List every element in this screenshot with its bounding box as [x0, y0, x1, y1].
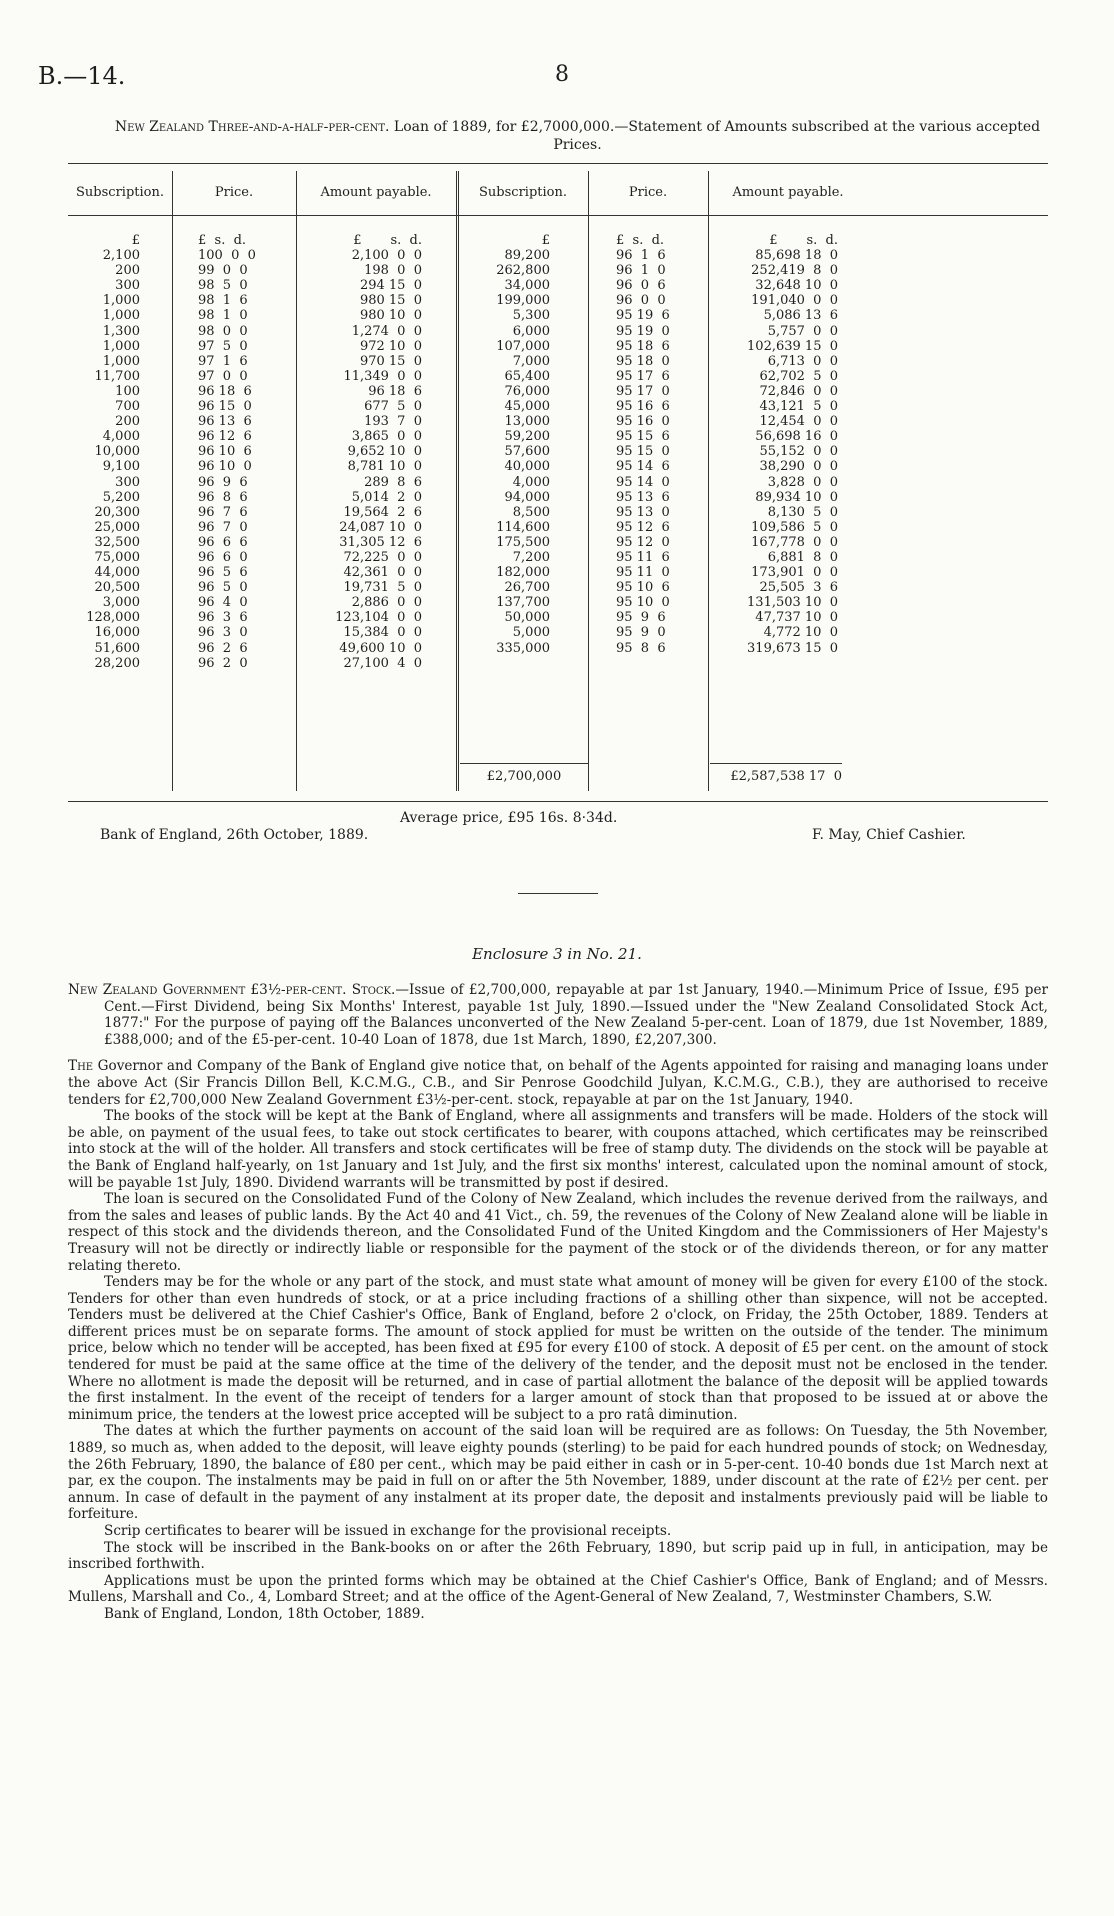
table-cell: 294 15 0	[359, 278, 422, 294]
table-cell: 26,700	[504, 580, 550, 596]
table-cell: 96 0 6	[616, 278, 666, 294]
table-cell: 319,673 15 0	[747, 640, 838, 656]
table-cell: 200	[115, 414, 140, 430]
table-cell: 16,000	[94, 625, 140, 641]
unit-label: £	[131, 233, 140, 248]
table-cell: 2,100	[102, 248, 140, 264]
table-cell: 3,865 0 0	[351, 429, 422, 445]
paragraph-8: Applications must be upon the printed forms which may be obtained at the Chief Cashier's Office, Bank of England; and of Messrs. Mullens, Marshall and Co., 4, Lombard Street; and at the office of the Agent-General of New Zealand, 7, Westminster Chambers, S.W.	[68, 1572, 1048, 1606]
table-cell: 89,934 10 0	[755, 489, 838, 505]
table-cell: 96 18 6	[198, 383, 252, 399]
table-cell: 38,290 0 0	[759, 459, 838, 475]
table-cell: 98 5 0	[198, 278, 248, 294]
table-cell: 97 5 0	[198, 338, 248, 354]
table-cell: 95 8 6	[616, 640, 666, 656]
col-price-left	[198, 233, 296, 671]
paragraph-4: Tenders may be for the whole or any part of the stock, and must state what amount of money will be given for every £100 of the stock. Tenders for other than even hundreds of stock, or at a price including fractions of a shilling other than sixpence, will not be accepted. Tenders must be delivered at the Chief Cashier's Office, Bank of England, before 2 o'clock, on Friday, the 25th October, 1889. Tenders at different prices must be on separate forms. The amount of stock applied for must be written on the outside of the tender. The minimum price, below which no tender will be accepted, has been fixed at £95 for every £100 of stock. A deposit of £5 per cent. on the amount of stock tendered for must be paid at the same office at the time of the delivery of the tender, and the deposit must not be enclosed in the tender. Where no allotment is made the deposit will be returned, and in case of partial allotment the balance of the deposit will be applied towards the first instalment. In the event of the receipt of tenders for a larger amount of stock than that proposed to be issued at or above the minimum price, the tenders at the lowest price accepted will be subject to a pro ratâ diminution.	[68, 1274, 1048, 1423]
table-cell: 173,901 0 0	[751, 565, 838, 581]
table-cell: 28,200	[94, 655, 140, 671]
table-cell: 123,104 0 0	[335, 610, 422, 626]
table-cell: 10,000	[94, 444, 140, 460]
table-cell: 137,700	[496, 595, 550, 611]
table-cell: 25,505 3 6	[759, 580, 838, 596]
col-price-right	[616, 233, 708, 656]
p1-lead: The	[68, 1058, 94, 1075]
table-cell: 5,200	[102, 489, 140, 505]
table-cell: 49,600 10 0	[339, 640, 422, 656]
table-cell: 128,000	[86, 610, 140, 626]
table-cell: 62,702 5 0	[759, 368, 838, 384]
table-cell: 98 0 0	[198, 323, 248, 339]
table-cell: 199,000	[496, 293, 550, 309]
table-cell: 95 13 6	[616, 489, 670, 505]
value-list	[708, 248, 838, 656]
table-cell: 97 1 6	[198, 353, 248, 369]
table-cell: 76,000	[504, 383, 550, 399]
total-subscription: £2,700,000	[460, 763, 588, 784]
table-cell: 95 15 0	[616, 444, 670, 460]
table-cell: 107,000	[496, 338, 550, 354]
table-cell: 96 9 6	[198, 474, 248, 490]
table-cell: 96 18 6	[368, 383, 422, 399]
table-cell: 15,384 0 0	[343, 625, 422, 641]
section-separator	[518, 893, 598, 894]
table-cell: 96 6 0	[198, 549, 248, 565]
table-cell: 980 15 0	[359, 293, 422, 309]
table-cell: 131,503 10 0	[747, 595, 838, 611]
table-cell: 31,305 12 6	[339, 534, 422, 550]
table-cell: 1,274 0 0	[351, 323, 422, 339]
table-cell: 100	[115, 383, 140, 399]
table-cell: 8,130 5 0	[767, 504, 838, 520]
table-cell: 95 9 0	[616, 625, 666, 641]
table-cell: 95 12 0	[616, 534, 670, 550]
table-cell: 95 17 6	[616, 368, 670, 384]
table-cell: 96 7 0	[198, 519, 248, 535]
table-cell: 95 10 6	[616, 580, 670, 596]
table-cell: 5,014 2 0	[351, 489, 422, 505]
table-cell: 114,600	[496, 519, 550, 535]
table-cell: 96 15 0	[198, 399, 252, 415]
table-cell: 32,648 10 0	[755, 278, 838, 294]
value-list	[68, 248, 140, 671]
table-cell: 95 18 0	[616, 353, 670, 369]
table-cell: 5,300	[512, 308, 550, 324]
table-cell: 24,087 10 0	[339, 519, 422, 535]
table-cell: 1,000	[102, 338, 140, 354]
table-cell: 97 0 0	[198, 368, 248, 384]
signature: F. May, Chief Cashier.	[812, 827, 966, 843]
table-cell: 96 10 6	[198, 444, 252, 460]
unit-label: £ s. d.	[616, 233, 665, 248]
table-cell: 96 3 6	[198, 610, 248, 626]
table-cell: 42,361 0 0	[343, 565, 422, 581]
average-price: Average price, £95 16s. 8·34d.	[400, 810, 618, 826]
table-cell: 96 13 6	[198, 414, 252, 430]
table-cell: 1,000	[102, 308, 140, 324]
title-rest: Loan of 1889, for £2,7000,000.—Statement of Amounts subscribed at the various accepted Prices.	[393, 119, 1041, 153]
table-cell: 96 5 0	[198, 580, 248, 596]
table-cell: 96 7 6	[198, 504, 248, 520]
table-cell: 56,698 16 0	[755, 429, 838, 445]
unit-label: £ s. d.	[353, 233, 422, 248]
table-cell: 55,152 0 0	[759, 444, 838, 460]
table-cell: 1,000	[102, 353, 140, 369]
table-cell: 95 9 6	[616, 610, 666, 626]
col-subscription-left	[68, 233, 140, 671]
bank-date: Bank of England, 26th October, 1889.	[100, 827, 369, 843]
table-cell: 300	[115, 278, 140, 294]
table-cell: 59,200	[504, 429, 550, 445]
table-cell: 19,564 2 6	[343, 504, 422, 520]
table-cell: 11,700	[94, 368, 140, 384]
paragraph-7: The stock will be inscribed in the Bank-books on or after the 26th February, 1890, but scrip paid up in full, in anticipation, may be inscribed forthwith.	[68, 1539, 1048, 1573]
table-cell: 9,100	[102, 459, 140, 475]
col-divider	[172, 171, 173, 791]
table-cell: 85,698 18 0	[755, 248, 838, 264]
table-cell: 95 18 6	[616, 338, 670, 354]
table-cell: 11,349 0 0	[343, 368, 422, 384]
table-cell: 95 14 6	[616, 459, 670, 475]
table-cell: 4,000	[102, 429, 140, 445]
header-subscription-left: Subscription.	[76, 185, 164, 200]
table-cell: 27,100 4 0	[343, 655, 422, 671]
col-amount-right	[708, 233, 838, 656]
unit-label: £ s. d.	[769, 233, 838, 248]
table-cell: 40,000	[504, 459, 550, 475]
table-cell: 95 12 6	[616, 519, 670, 535]
table-cell: 32,500	[94, 534, 140, 550]
paragraph-2: The books of the stock will be kept at the Bank of England, where all assignments and transfers will be made. Holders of the stock will be able, on payment of the usual fees, to take out stock certificates to bearer, with coupons attached, which certificates may be reinscribed into stock at the will of the holder. All transfers and stock certificates will be free of stamp duty. The dividends on the stock will be payable at the Bank of England half-yearly, on 1st January and 1st July, and the first six months' interest, calculated upon the nominal amount of stock, will be payable 1st July, 1890. Dividend warrants will be transmitted by post if desired.	[68, 1108, 1048, 1191]
table-cell: 25,000	[94, 519, 140, 535]
col-divider	[588, 171, 589, 791]
table-cell: 9,652 10 0	[347, 444, 422, 460]
table-cell: 44,000	[94, 565, 140, 581]
paragraph-5: The dates at which the further payments on account of the said loan will be required are as follows: On Tuesday, the 5th November, 1889, so much as, when added to the deposit, will leave eighty pounds (sterling) to be paid for each hundred pounds of stock; on Wednesday, the 26th February, 1890, the balance of £80 per cent., which may be paid either in cash or in 5-per-cent. 10-40 bonds due 1st March next at par, ex the coupon. The instalments may be paid in full on or after the 5th November, 1889, under discount at the rate of £2½ per cent. per annum. In case of default in the payment of any instalment at its proper date, the deposit and instalments previously paid will be liable to forfeiture.	[68, 1423, 1048, 1523]
table-cell: 19,731 5 0	[343, 580, 422, 596]
value-list	[616, 248, 708, 656]
value-list	[458, 248, 550, 656]
header-subscription-right: Subscription.	[479, 185, 567, 200]
table-cell: 300	[115, 474, 140, 490]
intro-rest: —Issue of £2,700,000, repayable at par 1st January, 1940.—Minimum Price of Issue, £95 per Cent.—First Dividend, being Six Months' Interest, payable 1st July, 1890.—Issued under the "New Zealand Consolidated Stock Act, 1877:" For the purpose of paying off the Balances unconverted of the New Zealand 5-per-cent. Loan of 1879, due 1st November, 1889, £388,000; and of the £5-per-cent. 10-40 Loan of 1878, due 1st March, 1890, £2,207,300.	[104, 982, 1048, 1048]
table-cell: 980 10 0	[359, 308, 422, 324]
p1-rest: Governor and Company of the Bank of England give notice that, on behalf of the Agents appointed for raising and managing loans under the above Act (Sir Francis Dillon Bell, K.C.M.G., C.B., and Sir Penrose Goodchild Julyan, K.C.M.G., C.B.), they are authorised to receive tenders for £2,700,000 New Zealand Government £3½-per-cent. stock, repayable at par on the 1st January, 1940.	[68, 1058, 1048, 1108]
table-cell: 8,500	[512, 504, 550, 520]
table-cell: 95 16 6	[616, 399, 670, 415]
table-cell: 94,000	[504, 489, 550, 505]
table-cell: 72,225 0 0	[343, 549, 422, 565]
table-cell: 45,000	[504, 399, 550, 415]
header-amount-left: Amount payable.	[320, 185, 432, 200]
table-cell: 96 2 6	[198, 640, 248, 656]
table-cell: 677 5 0	[364, 399, 422, 415]
table-cell: 34,000	[504, 278, 550, 294]
table-cell: 100 0 0	[198, 248, 256, 264]
table-cell: 95 19 6	[616, 308, 670, 324]
table-cell: 182,000	[496, 565, 550, 581]
unit-label: £	[541, 233, 550, 248]
table-cell: 20,300	[94, 504, 140, 520]
table-cell: 96 1 6	[616, 248, 666, 264]
table-cell: 6,881 8 0	[767, 549, 838, 565]
table-cell: 95 11 6	[616, 549, 670, 565]
paragraph-9: Bank of England, London, 18th October, 1889.	[104, 1605, 425, 1622]
table-cell: 3,828 0 0	[767, 474, 838, 490]
header-price-right: Price.	[628, 185, 668, 200]
table-cell: 95 15 6	[616, 429, 670, 445]
table-cell: 98 1 6	[198, 293, 248, 309]
enclosure-body	[68, 982, 1048, 1623]
table-cell: 95 13 0	[616, 504, 670, 520]
table-bottom-rule	[68, 801, 1048, 802]
paragraph-1	[68, 1058, 1048, 1108]
table-cell: 200	[115, 263, 140, 279]
title-lead: New Zealand Three-and-a-half-per-cent.	[114, 119, 390, 135]
table-cell: 109,586 5 0	[751, 519, 838, 535]
table-cell: 96 12 6	[198, 429, 252, 445]
table-cell: 65,400	[504, 368, 550, 384]
table-top-rule	[68, 163, 1048, 164]
table-cell: 2,100 0 0	[351, 248, 422, 264]
table-cell: 96 5 6	[198, 565, 248, 581]
table-cell: 96 6 6	[198, 534, 248, 550]
table-header-rule	[68, 215, 1048, 216]
total-amount: £2,587,538 17 0	[710, 763, 842, 784]
table-cell: 72,846 0 0	[759, 383, 838, 399]
table-cell: 12,454 0 0	[759, 414, 838, 430]
table-cell: 13,000	[504, 414, 550, 430]
table-cell: 1,300	[102, 323, 140, 339]
table-cell: 262,800	[496, 263, 550, 279]
table-cell: 95 11 0	[616, 565, 670, 581]
table-cell: 252,419 8 0	[751, 263, 838, 279]
table-cell: 89,200	[504, 248, 550, 264]
table-cell: 970 15 0	[359, 353, 422, 369]
paragraph-3: The loan is secured on the Consolidated Fund of the Colony of New Zealand, which includes the revenue derived from the railways, and from the sales and leases of public lands. By the Act 40 and 41 Vict., ch. 59, the revenues of the Colony of New Zealand alone will be liable in respect of this stock and the dividends thereon, and the Consolidated Fund of the United Kingdom and the Commissioners of Her Majesty's Treasury will not be directly or indirectly liable or responsible for the payment of the stock or of the dividends thereon, or for any matter relating thereto.	[68, 1191, 1048, 1274]
table-cell: 50,000	[504, 610, 550, 626]
header-amount-right: Amount payable.	[732, 185, 844, 200]
value-list	[296, 248, 422, 671]
table-cell: 96 8 6	[198, 489, 248, 505]
table-cell: 96 3 0	[198, 625, 248, 641]
table-cell: 43,121 5 0	[759, 399, 838, 415]
table-cell: 51,600	[94, 640, 140, 656]
value-list	[198, 248, 296, 671]
enclosure-intro	[68, 982, 1048, 1048]
table-cell: 96 0 0	[616, 293, 666, 309]
unit-label: £ s. d.	[198, 233, 247, 248]
paragraph-6: Scrip certificates to bearer will be issued in exchange for the provisional receipts.	[104, 1523, 672, 1539]
report-code: B.—14.	[38, 62, 126, 90]
table-cell: 198 0 0	[364, 263, 422, 279]
table-cell: 20,500	[94, 580, 140, 596]
table-cell: 96 10 0	[198, 459, 252, 475]
table-cell: 2,886 0 0	[351, 595, 422, 611]
page-number: 8	[555, 62, 569, 87]
table-cell: 75,000	[94, 549, 140, 565]
table-cell: 191,040 0 0	[751, 293, 838, 309]
table-cell: 6,000	[512, 323, 550, 339]
table-cell: 96 1 0	[616, 263, 666, 279]
table-cell: 167,778 0 0	[751, 534, 838, 550]
table-cell: 175,500	[496, 534, 550, 550]
table-cell: 96 4 0	[198, 595, 248, 611]
enclosure-heading: Enclosure 3 in No. 21.	[472, 945, 642, 963]
table-cell: 95 19 0	[616, 323, 670, 339]
table-cell: 1,000	[102, 293, 140, 309]
table-cell: 47,737 10 0	[755, 610, 838, 626]
table-title	[100, 118, 1055, 154]
col-amount-left	[296, 233, 422, 671]
table-cell: 5,000	[512, 625, 550, 641]
table-cell: 5,086 13 6	[763, 308, 838, 324]
table-cell: 8,781 10 0	[347, 459, 422, 475]
table-cell: 289 8 6	[364, 474, 422, 490]
table-cell: 3,000	[102, 595, 140, 611]
table-cell: 95 17 0	[616, 383, 670, 399]
table-cell: 7,000	[512, 353, 550, 369]
table-cell: 5,757 0 0	[767, 323, 838, 339]
table-cell: 4,000	[512, 474, 550, 490]
table-cell: 96 2 0	[198, 655, 248, 671]
table-cell: 99 0 0	[198, 263, 248, 279]
col-subscription-right	[458, 233, 550, 656]
table-cell: 95 16 0	[616, 414, 670, 430]
table-cell: 98 1 0	[198, 308, 248, 324]
table-cell: 95 14 0	[616, 474, 670, 490]
table-cell: 335,000	[496, 640, 550, 656]
header-price-left: Price.	[214, 185, 254, 200]
table-cell: 95 10 0	[616, 595, 670, 611]
table-cell: 4,772 10 0	[763, 625, 838, 641]
table-cell: 700	[115, 399, 140, 415]
table-cell: 102,639 15 0	[747, 338, 838, 354]
table-cell: 972 10 0	[359, 338, 422, 354]
table-cell: 7,200	[512, 549, 550, 565]
table-cell: 6,713 0 0	[767, 353, 838, 369]
table-cell: 193 7 0	[364, 414, 422, 430]
intro-lead: New Zealand Government £3½-per-cent. Stock.	[68, 982, 396, 998]
table-cell: 57,600	[504, 444, 550, 460]
